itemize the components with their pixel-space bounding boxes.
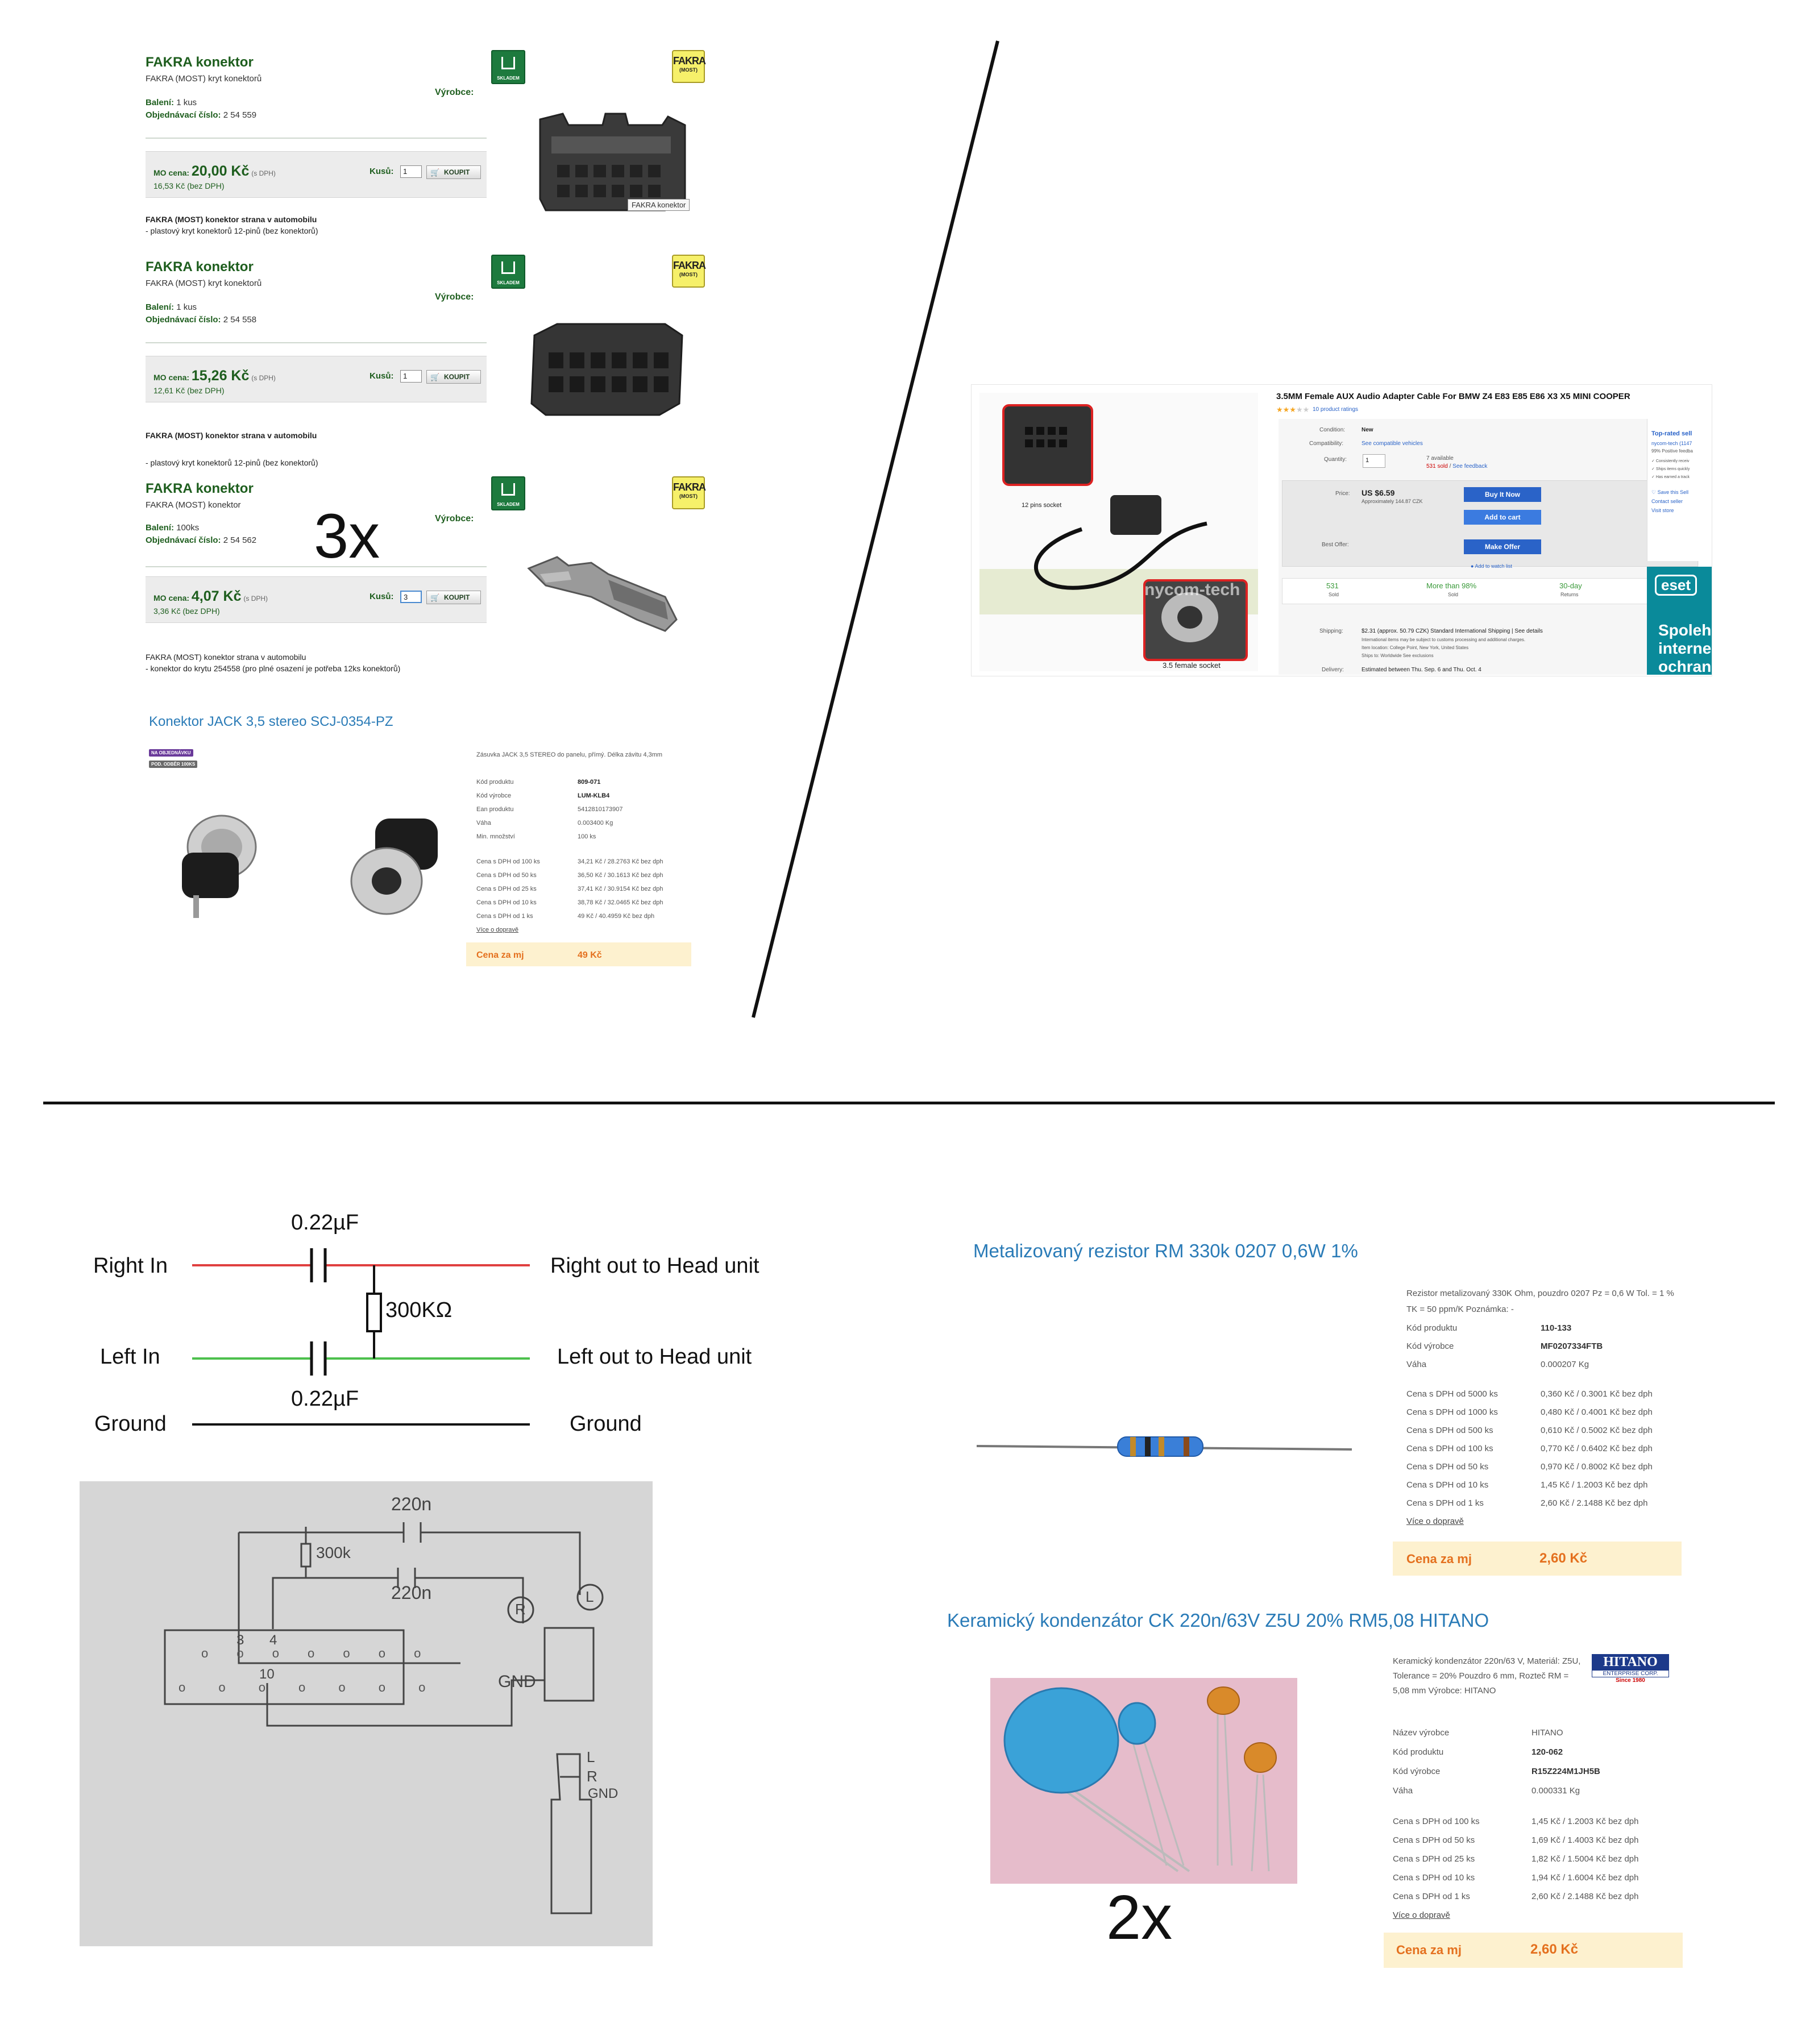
price-row: Cena s DPH od 50 ks 36,50 Kč / 30.1613 Kč bez dph — [476, 872, 663, 879]
sketch-pin3: 3 — [236, 1632, 244, 1648]
mo-price: MO cena: 4,07 Kč (s DPH) — [153, 588, 268, 604]
shipping-label: Shipping: — [1319, 628, 1343, 634]
ratings-link[interactable]: 10 product ratings — [1313, 406, 1359, 413]
price-row: Cena s DPH od 5000 ks 0,360 Kč / 0.3001 Kč bez dph — [1406, 1389, 1653, 1399]
left-out-label: Left out to Head unit — [557, 1345, 752, 1369]
pin-dots-row-1: o o o o o o o — [201, 1646, 434, 1660]
description-line-2: - plastový kryt konektorů 12-pinů (bez konektorů) — [146, 226, 318, 235]
pin-dots-row-2: o o o o o o o — [179, 1680, 441, 1694]
spec-row: Kód produktu 809-071 — [476, 779, 601, 786]
ground-left-label: Ground — [94, 1412, 167, 1436]
spec-row: Kód výrobce MF0207334FTB — [1406, 1341, 1603, 1351]
stat-positive-value: More than 98% — [1426, 581, 1477, 590]
price-row: Cena s DPH od 10 ks 1,45 Kč / 1.2003 Kč bez dph — [1406, 1480, 1648, 1490]
spec-row: Váha 0.000207 Kg — [1406, 1360, 1589, 1369]
stat-sold-value: 531 — [1326, 581, 1339, 590]
ebay-title: 3.5MM Female AUX Audio Adapter Cable For BMW Z4 E83 E85 E86 X3 X5 MINI COOPER — [1276, 392, 1630, 401]
condition-value: New — [1362, 427, 1373, 433]
sketch-pin4: 4 — [269, 1632, 277, 1648]
capacitor-title[interactable]: Keramický kondenzátor CK 220n/63V Z5U 20% RM5,08 HITANO — [947, 1610, 1489, 1631]
product-subtitle: FAKRA (MOST) kryt konektorů — [146, 74, 262, 84]
sketch-lines — [80, 1481, 653, 1946]
schematic-wires — [182, 1216, 540, 1444]
capacitor-image[interactable] — [990, 1678, 1297, 1884]
quantity-input[interactable]: 1 — [400, 370, 422, 383]
buy-button[interactable]: 🛒 KOUPIT — [426, 591, 481, 604]
fakra-brand-logo: FAKRA (MOST) — [672, 255, 705, 288]
sketch-cap1-label: 220n — [391, 1494, 432, 1514]
quantity-input[interactable]: 1 — [1363, 454, 1385, 468]
best-offer-label: Best Offer: — [1322, 542, 1349, 548]
in-stock-badge: SKLADEM — [491, 255, 525, 289]
compat-link[interactable]: See compatible vehicles — [1362, 441, 1423, 447]
fakra-brand-logo: FAKRA (MOST) — [672, 476, 705, 509]
eset-ad[interactable] — [1647, 567, 1712, 675]
price-row: Cena s DPH od 500 ks 0,610 Kč / 0.5002 Kč bez dph — [1406, 1426, 1653, 1435]
price-row: Cena s DPH od 50 ks 0,970 Kč / 0.8002 Kč bez dph — [1406, 1462, 1653, 1472]
sketch-L: L — [586, 1588, 594, 1605]
price-value: US $6.59 — [1362, 488, 1395, 497]
socket35-label: 3.5 female socket — [1163, 661, 1221, 670]
cap-bottom-label: 0.22µF — [291, 1387, 359, 1411]
price-row: Cena s DPH od 1 ks 2,60 Kč / 2.1488 Kč bez dph — [1406, 1498, 1648, 1508]
price-approx: Approximately 144.87 CZK — [1362, 498, 1423, 504]
shipping-info-link[interactable]: Více o dopravě — [1393, 1910, 1450, 1920]
quantity-annotation-top: 3x — [314, 501, 380, 571]
save-seller-link[interactable]: ♡ Save this Sell — [1651, 489, 1689, 495]
jack-product-title[interactable]: Konektor JACK 3,5 stereo SCJ-0354-PZ — [149, 714, 393, 729]
condition-label: Condition: — [1319, 427, 1346, 433]
sketch-cap2-label: 220n — [391, 1582, 432, 1603]
visit-store-link[interactable]: Visit store — [1651, 508, 1674, 513]
buy-it-now-button[interactable]: Buy It Now — [1464, 487, 1541, 502]
qty-label: Kusů: — [370, 371, 394, 381]
ships-to: Ships to: Worldwide See exclusions — [1362, 653, 1434, 658]
sketch-jack-L: L — [587, 1748, 595, 1765]
unit-price-value: 2,60 Kč — [1530, 1942, 1579, 1957]
spec-row: Kód výrobce LUM-KLB4 — [476, 792, 610, 799]
price-label: Price: — [1335, 491, 1350, 497]
jack-spec-table — [476, 779, 692, 933]
watermark: nycom-tech — [1144, 580, 1240, 599]
price-box — [146, 576, 487, 623]
spec-row: Váha 0.003400 Kg — [476, 820, 613, 826]
available-count: 7 available — [1426, 455, 1454, 462]
sketch-jack-GND: GND — [588, 1786, 619, 1801]
unit-price-label: Cena za mj — [1396, 1943, 1462, 1957]
price-row: Cena s DPH od 50 ks 1,69 Kč / 1.4003 Kč bez dph — [1393, 1835, 1639, 1845]
fakra-housing-image-2[interactable] — [523, 318, 694, 421]
sketch-R: R — [515, 1601, 526, 1618]
fakra-brand-logo: FAKRA (MOST) — [672, 50, 705, 83]
resistor-description: Rezistor metalizovaný 330K Ohm, pouzdro 0207 Pz = 0,6 W Tol. = 1 % TK = 50 ppm/K Poznámka: - — [1406, 1289, 1674, 1314]
min-order-badge: POD. ODBĚR 100KS — [149, 761, 197, 768]
product-title[interactable]: FAKRA konektor — [146, 55, 254, 70]
ebay-listing — [971, 384, 1712, 676]
manufacturer-label: Výrobce: — [435, 292, 474, 302]
horizontal-divider — [43, 1102, 1775, 1104]
order-number: Objednávací číslo: 2 54 559 — [146, 110, 257, 120]
spec-row: Ean produktu 5412810173907 — [476, 806, 623, 813]
price-box — [146, 356, 487, 402]
resistor-title[interactable]: Metalizovaný rezistor RM 330k 0207 0,6W 1% — [973, 1240, 1358, 1261]
stats-row — [1282, 578, 1698, 604]
seller-point-2: ✓ Ships items quickly — [1651, 467, 1690, 471]
right-in-label: Right In — [93, 1254, 168, 1278]
description-line-2: - konektor do krytu 254558 (pro plné osazení je potřeba 12ks konektorů) — [146, 664, 401, 673]
hitano-logo-since: Since 1980 — [1616, 1677, 1645, 1684]
add-to-cart-button[interactable]: Add to cart — [1464, 510, 1541, 525]
box-icon — [501, 483, 515, 496]
capacitor-unit-price-bar — [1384, 1933, 1683, 1968]
sketch-gnd: GND — [498, 1672, 536, 1691]
capacitor-description: Keramický kondenzátor 220n/63 V, Materiál: Z5U, Tolerance = 20% Pouzdro 6 mm, Rozteč RM = 5,08 mm Výrobce: HITANO — [1393, 1656, 1581, 1696]
ad-line-1: Spoleh — [1658, 621, 1712, 639]
manufacturer-label: Výrobce: — [435, 88, 474, 97]
resistor-spec-table — [1406, 1323, 1691, 1526]
stat-sold-label: Sold — [1329, 592, 1339, 597]
separator — [146, 342, 487, 343]
hitano-logo-sub: ENTERPRISE CORP. — [1592, 1670, 1669, 1677]
delivery-label: Delivery: — [1322, 667, 1344, 673]
hitano-logo — [1592, 1654, 1669, 1686]
spec-row: Název výrobce HITANO — [1393, 1728, 1563, 1738]
stat-positive-label: Sold — [1448, 592, 1459, 597]
ground-right-label: Ground — [570, 1412, 642, 1436]
shipping-note: International items may be subject to customs processing and additional charges. — [1362, 637, 1526, 642]
price-row: Cena s DPH od 25 ks 37,41 Kč / 30.9154 Kč bez dph — [476, 886, 663, 892]
seller-title: Top-rated sell — [1651, 430, 1692, 437]
cap-top-label: 0.22µF — [291, 1211, 359, 1235]
stat-returns-label: Returns — [1560, 592, 1579, 597]
jack-socket-image-2[interactable] — [341, 813, 443, 921]
price-row: Cena s DPH od 1 ks 2,60 Kč / 2.1488 Kč bez dph — [1393, 1892, 1639, 1901]
seller-feedback: 99% Positive feedba — [1651, 448, 1693, 454]
box-icon — [501, 57, 515, 69]
contact-seller-link[interactable]: Contact seller — [1651, 498, 1683, 504]
ebay-product-image[interactable] — [979, 393, 1258, 671]
shipping-info-link[interactable]: Více o dopravě — [1406, 1517, 1464, 1526]
price-box — [146, 151, 487, 198]
resistor-image[interactable] — [976, 1427, 1353, 1466]
sketch-resistor-label: 300k — [316, 1544, 351, 1561]
compat-label: Compatibility: — [1309, 441, 1344, 447]
jack-description: Zásuvka JACK 3,5 STEREO do panelu, přímý. Délka závitu 4,3mm — [476, 751, 663, 758]
shipping-info-link[interactable]: Více o dopravě — [476, 927, 518, 933]
cart-icon: 🛒 — [430, 373, 440, 381]
price-row: Cena s DPH od 1 ks 49 Kč / 40.4959 Kč bez dph — [476, 913, 655, 920]
product-title[interactable]: FAKRA konektor — [146, 259, 254, 275]
image-tooltip: FAKRA konektor — [628, 199, 690, 211]
qty-label: Kusů: — [370, 592, 394, 601]
separator — [146, 138, 487, 139]
price-row: Cena s DPH od 25 ks 1,82 Kč / 1.5004 Kč bez dph — [1393, 1854, 1639, 1864]
order-number: Objednávací číslo: 2 54 562 — [146, 535, 257, 545]
rating-stars[interactable]: ★★★★★ — [1276, 405, 1310, 414]
resistor-unit-price-bar — [1393, 1542, 1682, 1576]
quantity-annotation-bottom: 2x — [1106, 1883, 1173, 1952]
cart-icon: 🛒 — [430, 593, 440, 602]
product-title[interactable]: FAKRA konektor — [146, 481, 254, 496]
package-info: Balení: 1 kus — [146, 302, 197, 312]
heart-icon: ♡ — [1651, 489, 1657, 495]
watch-list-link[interactable]: ● Add to watch list — [1471, 563, 1512, 569]
stat-returns-value: 30-day — [1559, 581, 1582, 590]
sold-feedback: 531 sold / See feedback — [1426, 463, 1488, 470]
sketch-pin10: 10 — [259, 1667, 275, 1682]
quantity-label: Quantity: — [1324, 456, 1347, 463]
quantity-input[interactable]: 1 — [400, 165, 422, 178]
eset-logo: eset — [1655, 575, 1697, 596]
unit-price-label: Cena za mj — [476, 950, 524, 960]
in-stock-badge: SKLADEM — [491, 476, 525, 510]
hand-sketch-photo[interactable] — [80, 1481, 653, 1946]
description-line-1: FAKRA (MOST) konektor strana v automobilu — [146, 215, 317, 224]
price-row: Cena s DPH od 100 ks 34,21 Kč / 28.2763 Kč bez dph — [476, 858, 663, 865]
manufacturer-label: Výrobce: — [435, 514, 474, 524]
seller-point-3: ✓ Has earned a track — [1651, 475, 1690, 479]
price-without-vat: 3,36 Kč (bez DPH) — [153, 606, 220, 616]
fakra-pin-image[interactable] — [523, 534, 688, 648]
seller-point-1: ✓ Consistently receiv — [1651, 459, 1690, 463]
buy-button[interactable]: 🛒 KOUPIT — [426, 370, 481, 384]
jack-socket-image-1[interactable] — [159, 807, 273, 921]
spec-row: Min. množství 100 ks — [476, 833, 596, 840]
description-line-1: FAKRA (MOST) konektor strana v automobilu — [146, 431, 317, 440]
price-row: Cena s DPH od 10 ks 1,94 Kč / 1.6004 Kč bez dph — [1393, 1873, 1639, 1883]
unit-price-value: 2,60 Kč — [1539, 1551, 1588, 1566]
ad-line-2: interne — [1658, 639, 1712, 657]
qty-label: Kusů: — [370, 167, 394, 176]
capacitor-spec-table — [1393, 1728, 1688, 1920]
capacitor-drawing — [990, 1678, 1297, 1884]
price-row: Cena s DPH od 10 ks 38,78 Kč / 32.0465 Kč bez dph — [476, 899, 663, 906]
unit-price-value: 49 Kč — [578, 950, 602, 960]
socket12-label: 12 pins socket — [1022, 502, 1062, 509]
quantity-input[interactable]: 3 — [400, 591, 422, 603]
resistor-label: 300KΩ — [385, 1298, 453, 1322]
hitano-logo-text: HITANO — [1592, 1654, 1669, 1670]
spec-row: Kód výrobce R15Z224M1JH5B — [1393, 1767, 1600, 1776]
shipping-value: $2.31 (approx. 50.79 CZK) Standard International Shipping | See details — [1362, 628, 1543, 634]
description-line-2: - plastový kryt konektorů 12-pinů (bez konektorů) — [146, 458, 318, 467]
spec-row: Kód produktu 120-062 — [1393, 1747, 1563, 1757]
price-row: Cena s DPH od 1000 ks 0,480 Kč / 0.4001 Kč bez dph — [1406, 1407, 1653, 1417]
price-row: Cena s DPH od 100 ks 1,45 Kč / 1.2003 Kč bez dph — [1393, 1817, 1639, 1826]
price-without-vat: 12,61 Kč (bez DPH) — [153, 386, 225, 395]
delivery-value: Estimated between Thu. Sep. 6 and Thu. Oct. 4 — [1362, 667, 1481, 673]
order-number: Objednávací číslo: 2 54 558 — [146, 315, 257, 325]
unit-price-label: Cena za mj — [1406, 1552, 1472, 1566]
make-offer-button[interactable]: Make Offer — [1464, 539, 1541, 554]
seller-name[interactable]: nycom-tech (1147 — [1651, 441, 1692, 446]
item-location: Item location: College Point, New York, United States — [1362, 645, 1469, 650]
spec-row: Kód produktu 110-133 — [1406, 1323, 1572, 1333]
ad-line-3: ochran — [1658, 658, 1712, 675]
price-without-vat: 16,53 Kč (bez DPH) — [153, 181, 225, 190]
right-out-label: Right out to Head unit — [550, 1254, 759, 1278]
spec-row: Váha 0.000331 Kg — [1393, 1786, 1580, 1796]
package-info: Balení: 100ks — [146, 523, 200, 533]
product-subtitle: FAKRA (MOST) kryt konektorů — [146, 279, 262, 288]
price-row: Cena s DPH od 100 ks 0,770 Kč / 0.6402 Kč bez dph — [1406, 1444, 1653, 1453]
package-info: Balení: 1 kus — [146, 98, 197, 107]
buy-button[interactable]: 🛒 KOUPIT — [426, 165, 481, 179]
jack-unit-price-bar — [466, 942, 691, 966]
product-subtitle: FAKRA (MOST) konektor — [146, 500, 241, 510]
cart-icon: 🛒 — [430, 168, 440, 177]
cable-drawing — [979, 393, 1258, 671]
box-icon — [501, 261, 515, 274]
sketch-jack-R: R — [587, 1768, 597, 1785]
mo-price: MO cena: 20,00 Kč (s DPH) — [153, 163, 276, 179]
in-stock-badge: SKLADEM — [491, 50, 525, 84]
description-line-1: FAKRA (MOST) konektor strana v automobilu — [146, 653, 306, 662]
left-in-label: Left In — [100, 1345, 160, 1369]
mo-price: MO cena: 15,26 Kč (s DPH) — [153, 368, 276, 384]
on-order-badge: NA OBJEDNÁVKU — [149, 749, 193, 757]
